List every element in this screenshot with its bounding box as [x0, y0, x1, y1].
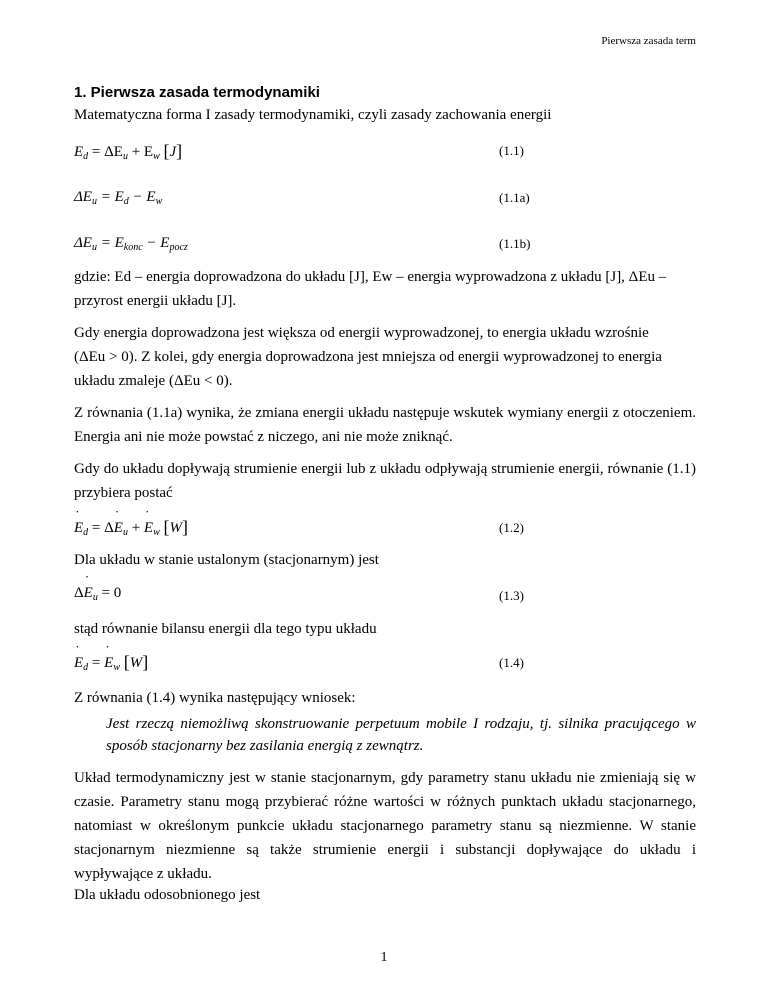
equation-number: (1.4) [499, 655, 524, 670]
equation-number: (1.2) [499, 520, 524, 535]
equation-1-4: ˙ $E_d$ = ˙ $E_w$ [W] [74, 652, 148, 673]
increase-line-1: Gdy energia doprowadzona jest większa od energii wyprowadzonej, to energia układu wzrośnie [74, 325, 649, 341]
conclusion-paragraph: Z równania (1.4) wynika następujący wniosek: [74, 690, 356, 706]
page-number: 1 [380, 950, 388, 965]
equation-number: (1.3) [499, 588, 524, 603]
perpetuum-mobile-quote: Jest rzeczą niemożliwą skonstruowanie perpetuum mobile I rodzaju, tj. silnika pracującego w sposób stacjonarny bez zasilania energią z zewnątrz. [106, 716, 696, 754]
exchange-paragraph: Z równania (1.1a) wynika, że zmiana energii układu następuje wskutek wymiany energii z otoczeniem. Energia ani nie może powstać z niczego, ani nie może zniknąć. [74, 405, 696, 445]
section-title: 1. Pierwsza zasada termodynamiki [74, 84, 320, 101]
streams-paragraph: Gdy do układu dopływają strumienie energii lub z układu odpływają strumienie energii, równanie (1.1) przybiera postać [74, 461, 696, 501]
equation-number: (1.1) [499, 143, 524, 158]
equation-1-1b: $\Delta E_u = E_{konc} - E_{pocz}$ [74, 235, 188, 253]
increase-line-3: układu zmaleje (ΔEu < 0). [74, 373, 233, 389]
equation-1-3: Δ˙ $E_u = 0$ [74, 585, 121, 603]
equation-number: (1.1a) [499, 190, 530, 205]
isolated-paragraph: Dla układu odosobnionego jest [74, 887, 261, 903]
equation-1-1a: $\Delta E_u = E_d - E_w$ [74, 189, 163, 207]
intro-paragraph: Matematyczna forma I zasady termodynamiki, czyli zasady zachowania energii [74, 107, 552, 123]
running-header: Pierwsza zasada term [601, 35, 696, 47]
equation-number: (1.1b) [499, 236, 531, 251]
increase-line-2: (ΔEu > 0). Z kolei, gdy energia doprowadzona jest mniejsza od energii wyprowadzonej to energia [74, 349, 662, 365]
stationary-paragraph: Układ termodynamiczny jest w stanie stacjonarnym, gdy parametry stanu układu nie zmieniają się w czasie. Parametry stanu mogą przybierać różne wartości w różnych punktach układu stacjonarnego, natomiast w określonym punkcie układu stacjonarnego parametry stanu są niezmienne. W stanie stacjonarnym niezmienne są także strumienie energii i substancji dopływające do układu i wypływające z układu. [74, 770, 696, 882]
balance-paragraph: stąd równanie bilansu energii dla tego typu układu [74, 621, 377, 637]
where-line-2: przyrost energii układu [J]. [74, 293, 237, 309]
steady-paragraph: Dla układu w stanie ustalonym (stacjonarnym) jest [74, 552, 379, 568]
where-line-1: gdzie: Ed – energia doprowadzona do układu [J], Ew – energia wyprowadzona z układu [J], ΔEu – [74, 269, 667, 285]
equation-1-2: ˙ $E_d$ = Δ˙ $E_u$ + ˙ $E_w$ [W] [74, 517, 188, 538]
equation-1-1: $E_d = \Delta E_u + E_w$ [J] [74, 141, 183, 162]
